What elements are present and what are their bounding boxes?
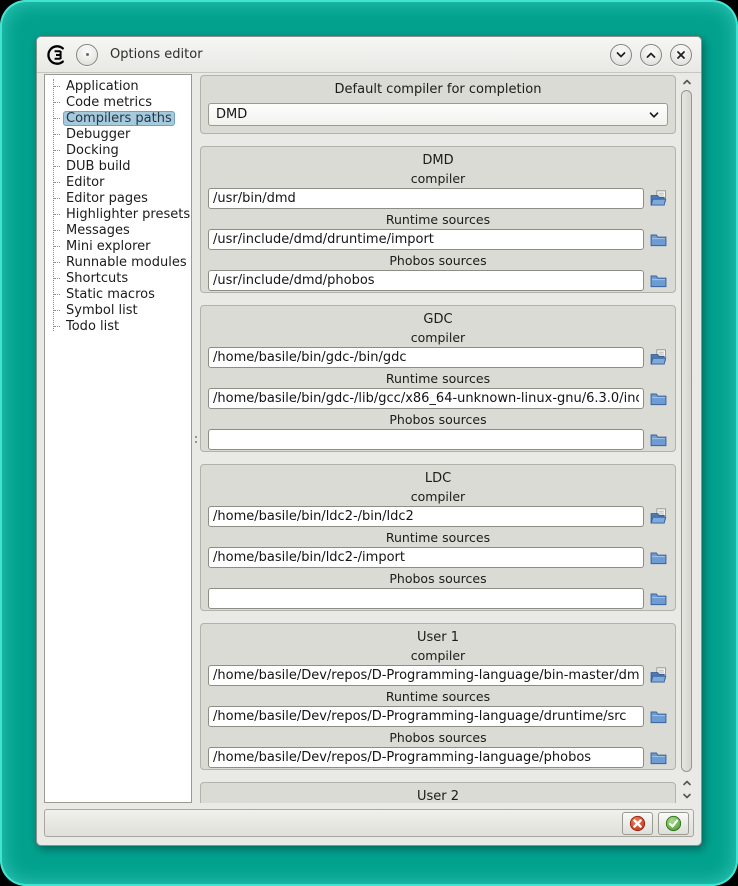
field-row [208,429,668,450]
tree-branch-icon [54,86,60,87]
browse-folder-button[interactable] [650,390,668,408]
accept-icon [665,815,682,832]
cancel-button[interactable] [622,812,653,835]
titlebar [37,37,701,73]
user1-phobos-sources-input[interactable] [208,747,644,768]
sidebar-item-highlighter-presets[interactable]: Highlighter presets [49,206,189,222]
field-label: compiler [410,330,466,345]
field-label: Phobos sources [389,412,487,427]
field-label: compiler [410,489,466,504]
browse-file-button[interactable] [650,349,668,367]
tree-branch-icon [54,246,60,247]
tree-branch-icon [54,214,60,215]
field-row [208,347,668,368]
ldc-group [200,464,676,611]
dmd-group [200,146,676,293]
chevron-down-icon [615,49,627,61]
sidebar-item-mini-explorer[interactable]: Mini explorer [49,238,189,254]
sidebar-item-code-metrics[interactable]: Code metrics [49,94,189,110]
field-row [208,188,668,209]
panel-splitter[interactable] [192,74,200,803]
sidebar-item-docking[interactable]: Docking [49,142,189,158]
field-row [208,229,668,250]
field-row [208,270,668,291]
menu-dot-icon [86,53,89,56]
sidebar-item-compilers-paths[interactable]: Compilers paths [49,110,189,126]
tree-branch-icon [54,326,60,327]
sidebar-item-static-macros[interactable]: Static macros [49,286,189,302]
field-row [208,747,668,768]
field-row [208,547,668,568]
field-label: compiler [410,648,466,663]
browse-file-button[interactable] [650,667,668,685]
maximize-button[interactable] [640,44,662,66]
browse-folder-button[interactable] [650,231,668,249]
browse-folder-button[interactable] [650,708,668,726]
ldc-phobos-sources-input[interactable] [208,588,644,609]
scroll-up-button[interactable] [680,75,693,88]
sidebar-item-debugger[interactable]: Debugger [49,126,189,142]
folder-icon [650,390,667,407]
tree-branch-icon [54,150,60,151]
tree-branch-icon [54,166,60,167]
folder-icon [650,549,667,566]
user1-runtime-sources-input[interactable] [208,706,644,727]
folder-icon [650,749,667,766]
browse-folder-button[interactable] [650,749,668,767]
sidebar-item-dub-build[interactable]: DUB build [49,158,189,174]
tree-branch-icon [54,198,60,199]
sidebar-item-application[interactable]: Application [49,78,189,94]
sidebar-item-editor-pages[interactable]: Editor pages [49,190,189,206]
default-compiler-group [200,75,676,134]
field-label: Phobos sources [389,253,487,268]
open-file-icon [650,190,667,207]
gdc-group [200,305,676,452]
vertical-scrollbar[interactable] [679,74,694,803]
browse-file-button[interactable] [650,190,668,208]
category-tree [44,74,192,803]
field-label: Phobos sources [389,730,487,745]
dmd-runtime-sources-input[interactable] [208,229,644,250]
chevron-down-icon [682,791,692,801]
group-title: LDC [424,471,452,486]
group-title: DMD [422,153,454,168]
dialog-button-bar [44,809,694,837]
user1-group [200,623,676,770]
field-label: Runtime sources [385,371,491,386]
field-row [208,665,668,686]
tree-branch-icon [54,134,60,135]
compiler-settings-panel [200,74,676,803]
chevron-up-icon [682,778,692,788]
field-label: Runtime sources [385,689,491,704]
browse-folder-button[interactable] [650,590,668,608]
tree-branch-icon [54,118,60,119]
group-title: GDC [423,312,453,327]
ldc-compiler-input[interactable] [208,506,644,527]
group-title: User 1 [416,630,460,645]
chevron-up-icon [682,77,692,87]
field-row [208,588,668,609]
field-row [208,506,668,527]
field-label: compiler [410,171,466,186]
group-title: Default compiler for completion [334,82,542,97]
browse-folder-button[interactable] [650,549,668,567]
user2-group [200,782,676,803]
minimize-button[interactable] [610,44,632,66]
field-label: Runtime sources [385,530,491,545]
window-title: Options editor [110,47,203,62]
dmd-phobos-sources-input[interactable] [208,270,644,291]
ldc-runtime-sources-input[interactable] [208,547,644,568]
sidebar-item-runnable-modules[interactable]: Runnable modules [49,254,189,270]
open-file-icon [650,349,667,366]
field-row [208,388,668,409]
app-logo-icon [46,44,68,66]
tree-branch-icon [54,102,60,103]
browse-file-button[interactable] [650,508,668,526]
folder-icon [650,272,667,289]
open-file-icon [650,508,667,525]
scroll-up-button-secondary[interactable] [680,776,693,789]
selected-compiler-value: DMD [216,107,248,122]
gdc-compiler-input[interactable] [208,347,644,368]
tree-branch-icon [54,294,60,295]
folder-icon [650,590,667,607]
cancel-icon [629,815,646,832]
browse-folder-button[interactable] [650,431,668,449]
accept-button[interactable] [658,812,689,835]
chevron-up-icon [645,49,657,61]
scroll-down-button[interactable] [680,789,693,802]
default-compiler-select[interactable] [208,103,668,126]
sidebar-item-todo-list[interactable]: Todo list [49,318,189,334]
sidebar-item-symbol-list[interactable]: Symbol list [49,302,189,318]
field-label: Phobos sources [389,571,487,586]
dmd-compiler-input[interactable] [208,188,644,209]
gdc-runtime-sources-input[interactable] [208,388,644,409]
folder-icon [650,231,667,248]
tree-branch-icon [54,262,60,263]
folder-icon [650,708,667,725]
close-icon [675,49,687,61]
sidebar-item-shortcuts[interactable]: Shortcuts [49,270,189,286]
browse-folder-button[interactable] [650,272,668,290]
options-editor-window [36,36,702,846]
scrollbar-thumb[interactable] [681,90,692,772]
open-file-icon [650,667,667,684]
gdc-phobos-sources-input[interactable] [208,429,644,450]
content-area [44,73,694,803]
folder-icon [650,431,667,448]
window-menu-button[interactable] [76,44,98,66]
tree-branch-icon [54,182,60,183]
tree-branch-icon [54,310,60,311]
sidebar-item-messages[interactable]: Messages [49,222,189,238]
sidebar-item-editor[interactable]: Editor [49,174,189,190]
chevron-down-icon [648,109,660,121]
tree-branch-icon [54,278,60,279]
group-title: User 2 [416,789,460,803]
close-button[interactable] [670,44,692,66]
user1-compiler-input[interactable] [208,665,644,686]
field-label: Runtime sources [385,212,491,227]
tree-branch-icon [54,230,60,231]
field-row [208,706,668,727]
